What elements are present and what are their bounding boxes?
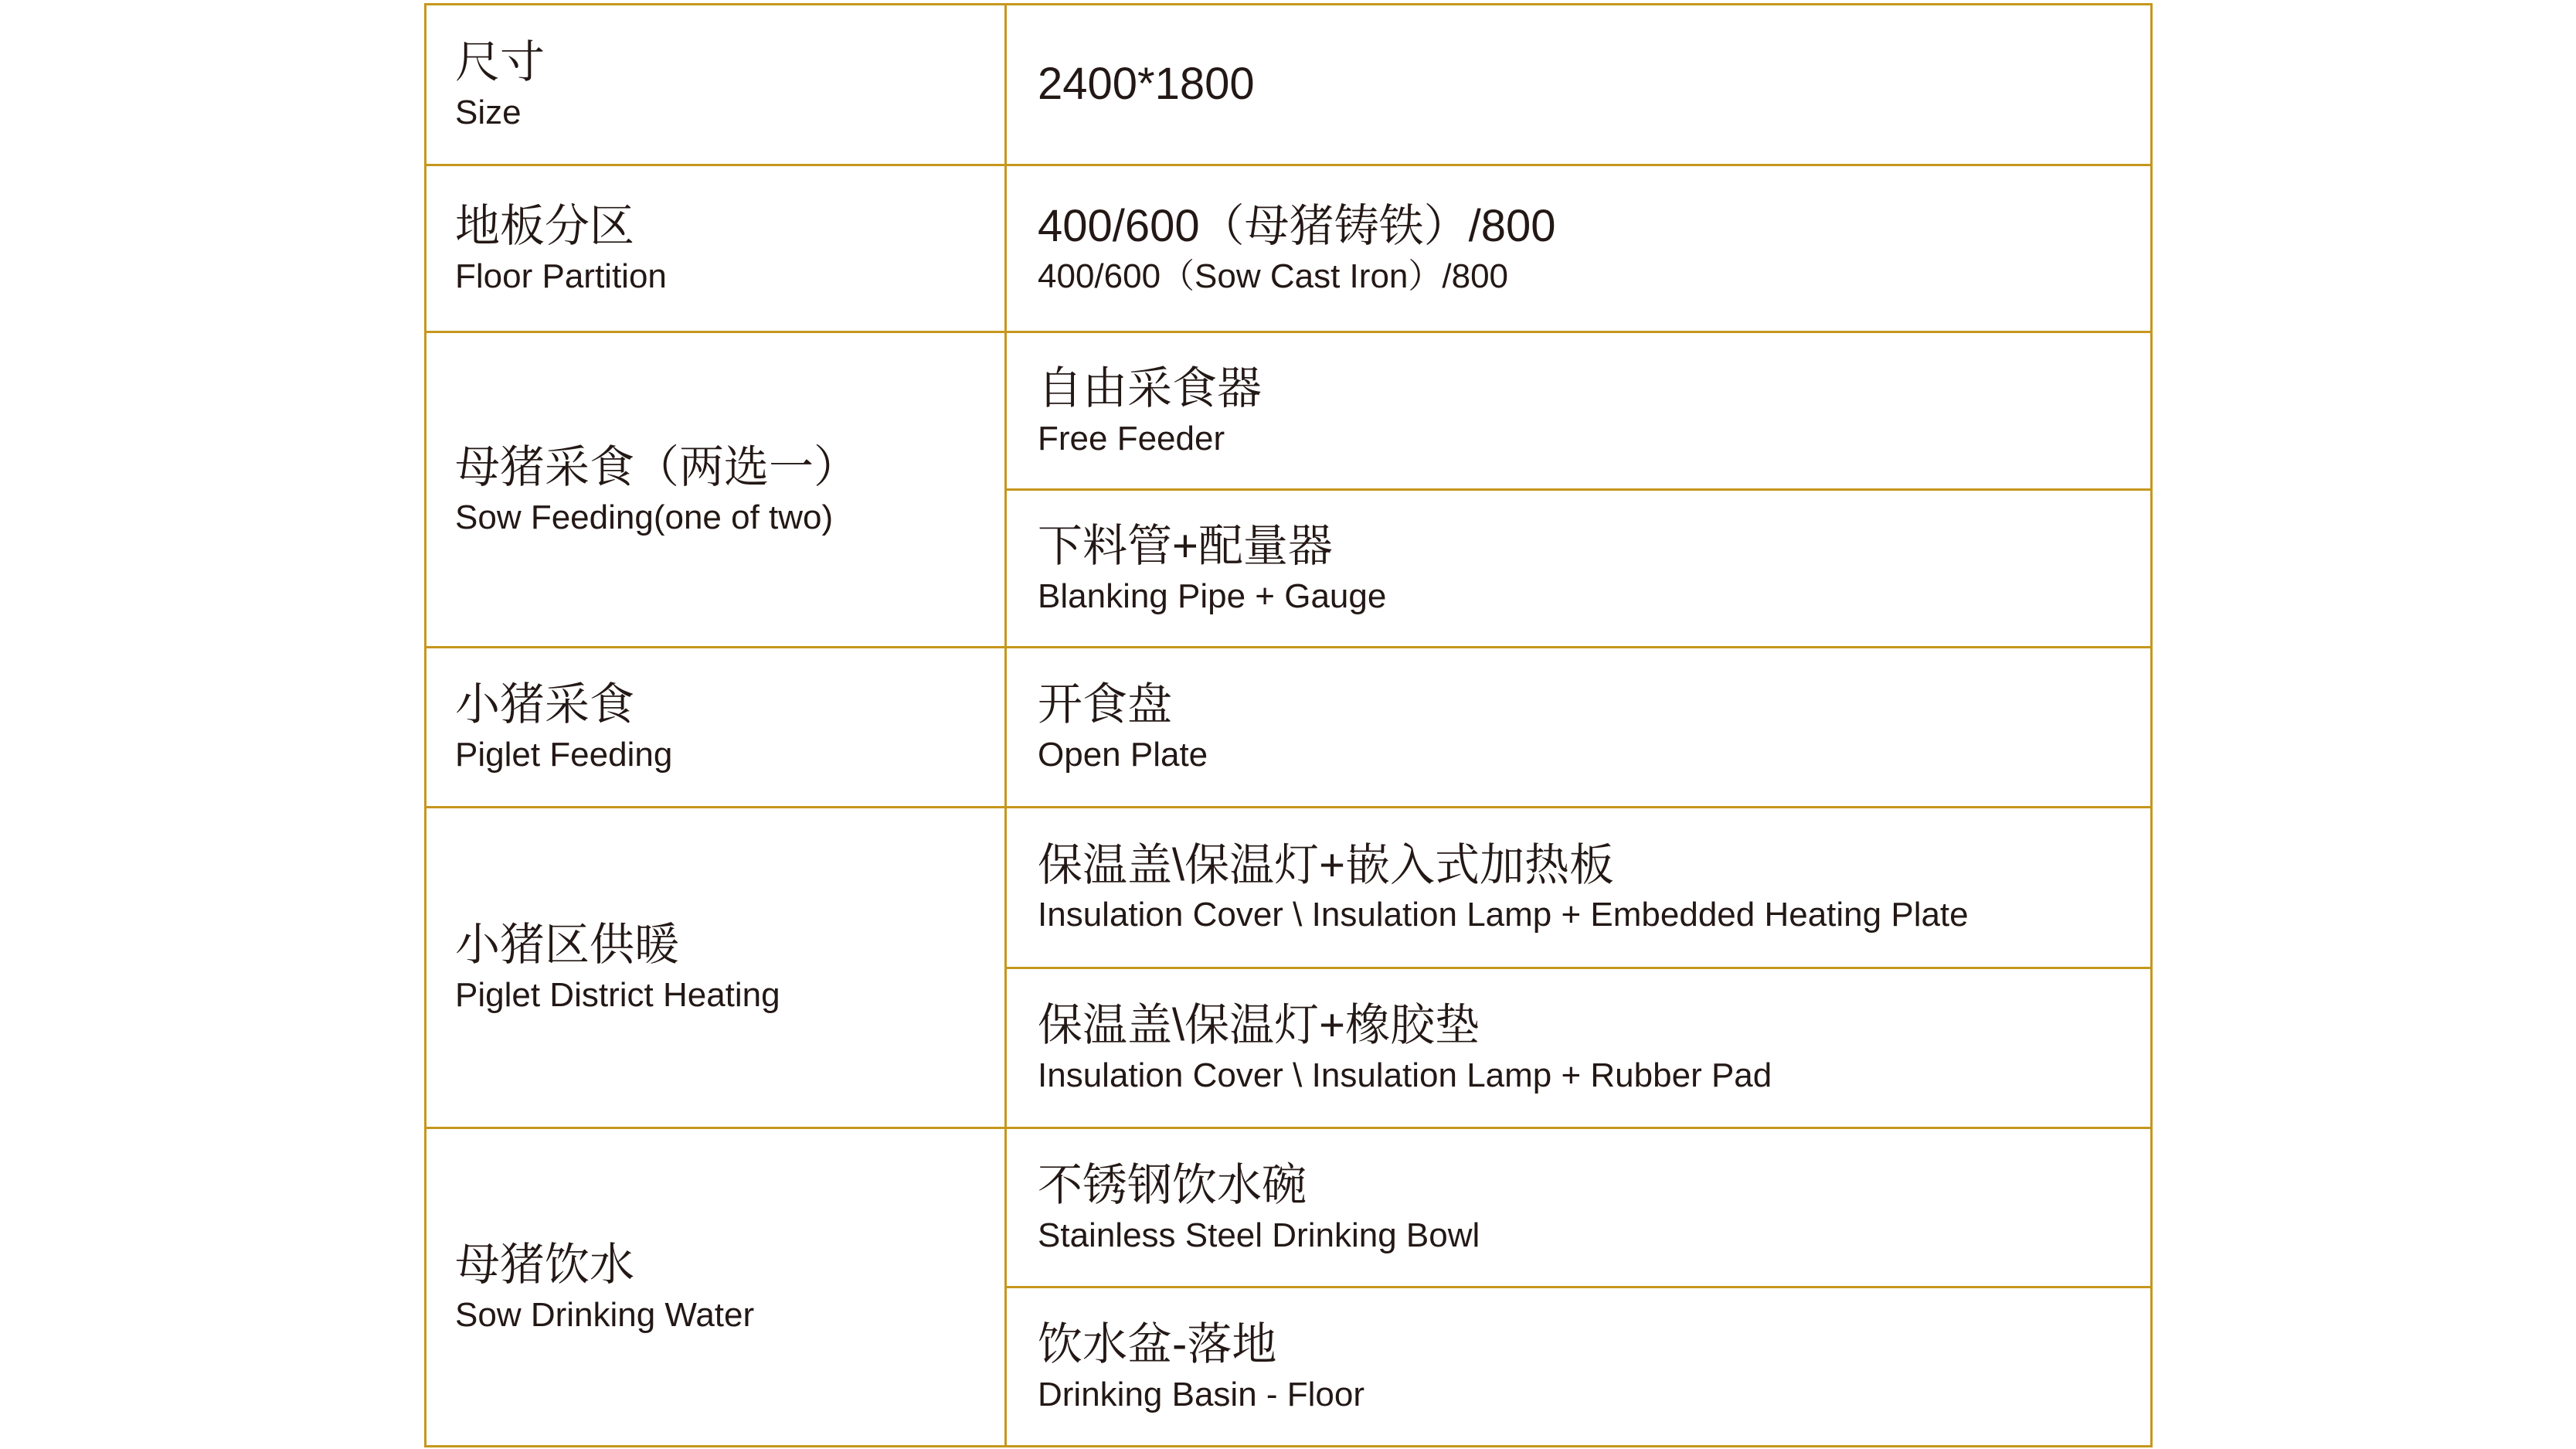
label-en: Size	[455, 93, 522, 131]
value-en: Drinking Basin - Floor	[1038, 1375, 1365, 1413]
row-label-cell	[427, 808, 1004, 1127]
table-row-sow-drinking	[427, 1127, 2150, 1445]
row-value-column	[1004, 166, 2150, 331]
value-cell	[1007, 1286, 2150, 1445]
label-zh: 母猪饮水	[455, 1239, 635, 1290]
value-zh: 保温盖\保温灯+嵌入式加热板	[1038, 839, 1614, 890]
row-label-cell	[427, 648, 1004, 806]
label-en: Floor Partition	[455, 257, 667, 295]
table-row-piglet-feeding	[427, 646, 2150, 806]
row-value-column	[1004, 333, 2150, 646]
value-en: Blanking Pipe + Gauge	[1038, 577, 1387, 615]
label-en: Piglet Feeding	[455, 736, 673, 774]
value-zh: 饮水盆-落地	[1038, 1318, 1277, 1369]
value-cell	[1007, 5, 2150, 164]
row-label-cell	[427, 333, 1004, 646]
label-zh: 尺寸	[455, 36, 545, 87]
value-cell	[1007, 488, 2150, 646]
value-en: Open Plate	[1038, 736, 1208, 774]
value-cell	[1007, 1129, 2150, 1286]
value-en: Stainless Steel Drinking Bowl	[1038, 1216, 1480, 1254]
label-en: Sow Feeding(one of two)	[455, 498, 834, 536]
value-zh: 400/600（母猪铸铁）/800	[1038, 200, 1556, 251]
value-zh: 保温盖\保温灯+橡胶垫	[1038, 1000, 1480, 1051]
row-label-cell	[427, 166, 1004, 331]
row-value-column	[1004, 648, 2150, 806]
table-row-piglet-heating	[427, 806, 2150, 1127]
value-en: Insulation Cover \ Insulation Lamp + Rubber Pad	[1038, 1056, 1772, 1094]
value-zh: 开食盘	[1038, 679, 1173, 730]
value-cell	[1007, 166, 2150, 331]
value-cell	[1007, 967, 2150, 1128]
spec-table	[424, 3, 2153, 1447]
table-row-floor-partition	[427, 164, 2150, 331]
table-row-size	[427, 5, 2150, 164]
value-cell	[1007, 333, 2150, 488]
label-zh: 地板分区	[455, 200, 635, 251]
row-value-column	[1004, 1129, 2150, 1445]
label-zh: 小猪区供暖	[455, 920, 680, 971]
label-en: Piglet District Heating	[455, 976, 780, 1015]
row-value-column	[1004, 808, 2150, 1127]
value-zh: 2400*1800	[1038, 59, 1255, 110]
value-cell	[1007, 808, 2150, 967]
row-label-cell	[427, 5, 1004, 164]
label-zh: 小猪采食	[455, 679, 635, 730]
value-zh: 自由采食器	[1038, 362, 1263, 413]
table-row-sow-feeding	[427, 331, 2150, 646]
value-cell	[1007, 648, 2150, 806]
value-zh: 不锈钢饮水碗	[1038, 1159, 1307, 1210]
value-zh: 下料管+配量器	[1038, 520, 1333, 571]
label-en: Sow Drinking Water	[455, 1295, 755, 1334]
row-value-column	[1004, 5, 2150, 164]
value-en: 400/600（Sow Cast Iron）/800	[1038, 257, 1509, 295]
row-label-cell	[427, 1129, 1004, 1445]
value-en: Insulation Cover \ Insulation Lamp + Embedded Heating Plate	[1038, 896, 1969, 934]
value-en: Free Feeder	[1038, 419, 1225, 457]
label-zh: 母猪采食（两选一）	[455, 441, 859, 492]
